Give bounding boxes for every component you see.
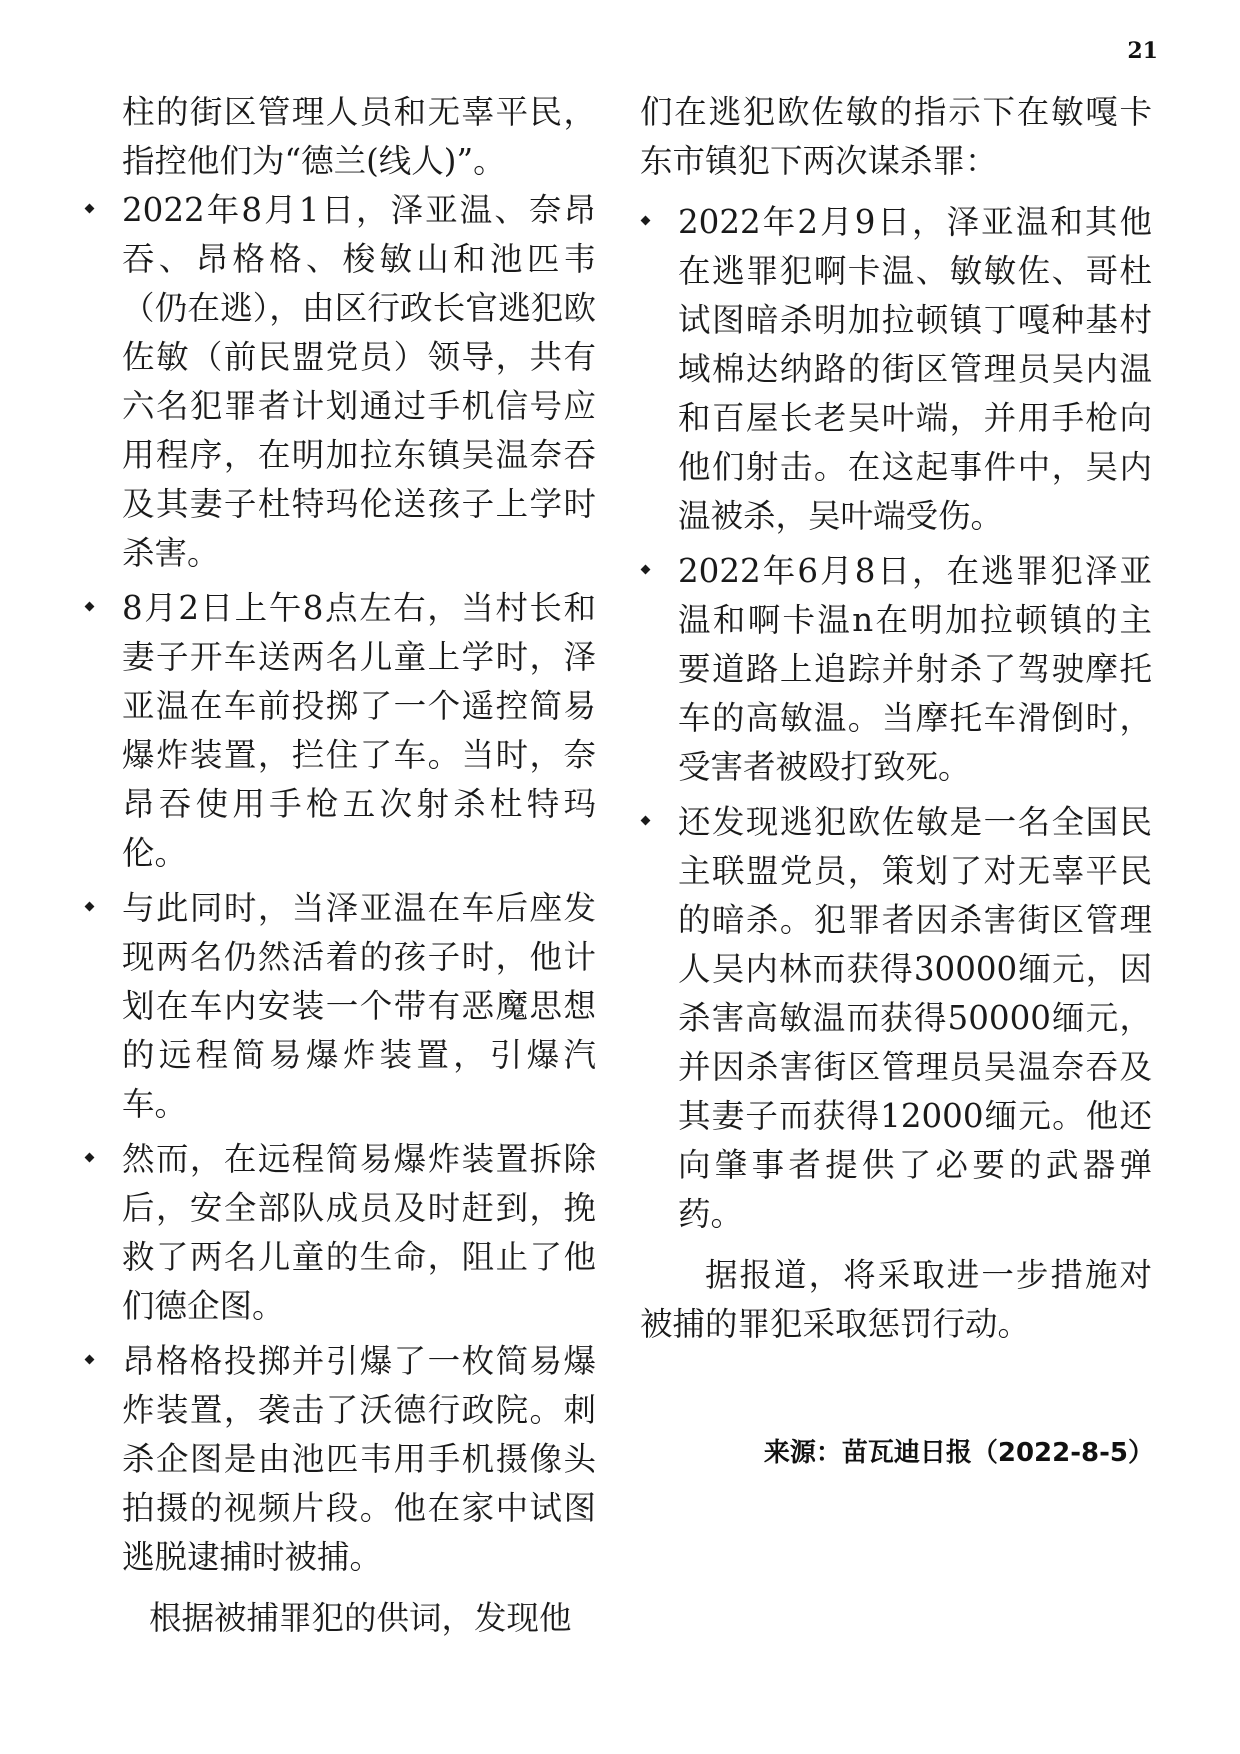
source-citation: 来源：苗瓦迪日报（2022-8-5）	[763, 1438, 1154, 1468]
list-item	[84, 884, 596, 1129]
list-item-text: 与此同时，当泽亚温在车后座发现两名仍然活着的孩子时，他计划在车内安装一个带有恶魔思想的远程简易爆炸装置，引爆汽车。	[122, 889, 596, 1123]
left-intro-paragraph: 柱的街区管理人员和无辜平民，指控他们为“德兰(线人)”。	[122, 93, 596, 180]
right-intro-paragraph: 们在逃犯欧佐敏的指示下在敏嘎卡东市镇犯下两次谋杀罪：	[640, 93, 1152, 180]
list-item	[640, 547, 1152, 792]
diamond-bullet-icon	[85, 1355, 95, 1365]
list-item	[84, 1337, 596, 1582]
right-closing-paragraph: 据报道，将采取进一步措施对被捕的罪犯采取惩罚行动。	[640, 1256, 1152, 1343]
list-item	[84, 584, 596, 878]
list-item-text: 8月2日上午8点左右，当村长和妻子开车送两名儿童上学时，泽亚温在车前投掷了一个遥控简易爆炸装置，拦住了车。当时，奈昂吞使用手枪五次射杀杜特玛伦。	[122, 589, 596, 872]
diamond-bullet-icon	[85, 902, 95, 912]
left-bullet-list	[84, 186, 596, 1582]
list-item-text: 昂格格投掷并引爆了一枚简易爆炸装置，袭击了沃德行政院。刺杀企图是由池匹韦用手机摄像头拍摄的视频片段。他在家中试图逃脱逮捕时被捕。	[122, 1342, 596, 1576]
page-number: 21	[1127, 38, 1158, 64]
diamond-bullet-icon	[641, 216, 651, 226]
list-item	[640, 198, 1152, 541]
list-item-text: 还发现逃犯欧佐敏是一名全国民主联盟党员，策划了对无辜平民的暗杀。犯罪者因杀害街区管理人吴内林而获得30000缅元，因杀害高敏温而获得50000缅元，并因杀害街区管理员吴温奈吞及其妻子而获得12000缅元。他还向肇事者提供了必要的武器弹药。	[678, 803, 1152, 1233]
list-item	[84, 186, 596, 578]
right-column	[640, 88, 1152, 1349]
list-item-text: 2022年8月1日，泽亚温、奈昂吞、昂格格、梭敏山和池匹韦（仍在逃），由区行政长官逃犯欧佐敏（前民盟党员）领导，共有六名犯罪者计划通过手机信号应用程序，在明加拉东镇吴温奈吞及其妻子杜特玛伦送孩子上学时杀害。	[122, 191, 596, 572]
diamond-bullet-icon	[641, 816, 651, 826]
left-column	[84, 88, 596, 1643]
list-item-text: 2022年2月9日，泽亚温和其他在逃罪犯啊卡温、敏敏佐、哥杜试图暗杀明加拉顿镇丁嘎种基村域棉达纳路的街区管理员吴内温和百屋长老吴叶端，并用手枪向他们射击。在这起事件中，吴内温被杀，吴叶端受伤。	[678, 203, 1152, 535]
list-item	[640, 798, 1152, 1239]
list-item	[84, 1135, 596, 1331]
list-item-text: 然而，在远程简易爆炸装置拆除后，安全部队成员及时赶到，挽救了两名儿童的生命，阻止了他们德企图。	[122, 1140, 596, 1325]
diamond-bullet-icon	[85, 1153, 95, 1163]
diamond-bullet-icon	[641, 565, 651, 575]
list-item-text: 2022年6月8日，在逃罪犯泽亚温和啊卡温n在明加拉顿镇的主要道路上追踪并射杀了驾驶摩托车的高敏温。当摩托车滑倒时，受害者被殴打致死。	[678, 552, 1152, 786]
diamond-bullet-icon	[85, 602, 95, 612]
diamond-bullet-icon	[85, 204, 95, 214]
left-closing-paragraph: 根据被捕罪犯的供词，发现他	[149, 1599, 572, 1637]
right-bullet-list	[640, 198, 1152, 1239]
